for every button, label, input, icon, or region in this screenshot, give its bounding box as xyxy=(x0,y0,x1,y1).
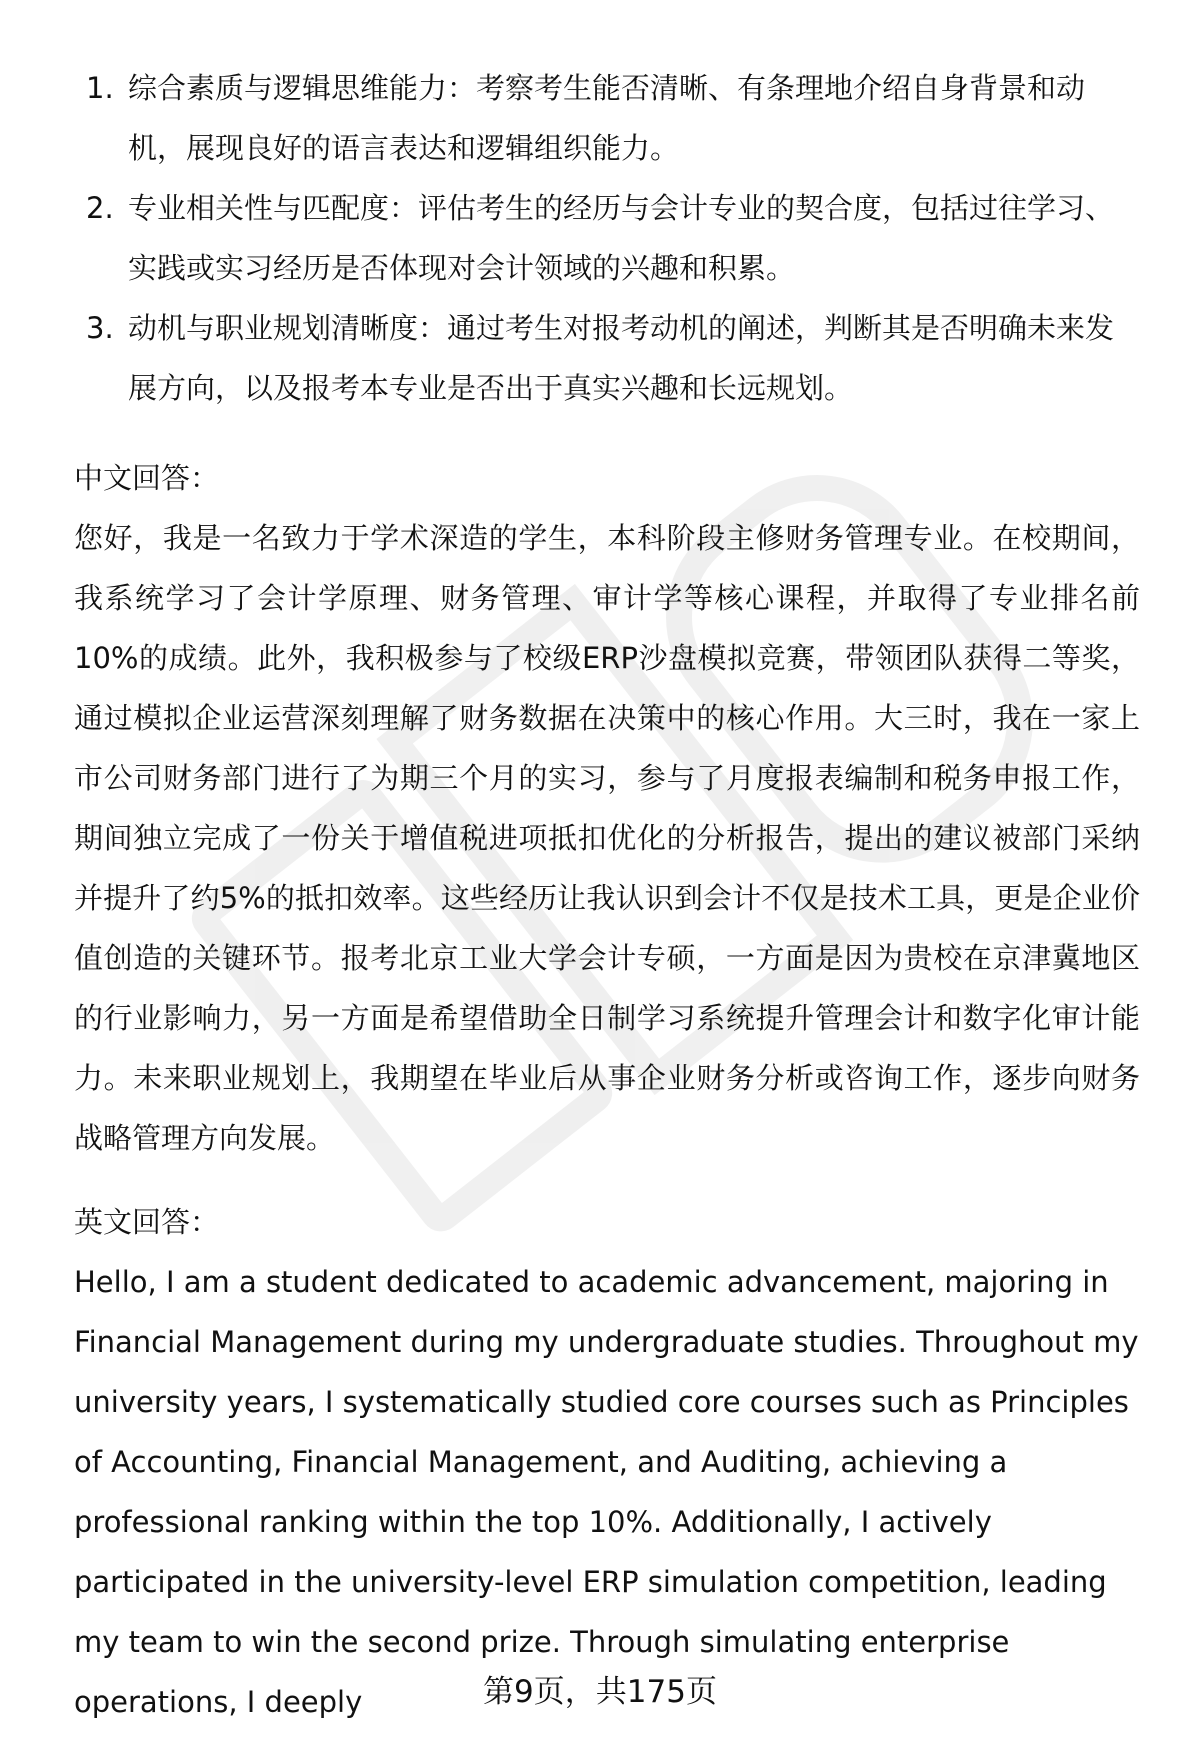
page-number-footer: 第9页，共175页 xyxy=(483,1674,717,1710)
list-item xyxy=(74,298,1134,418)
list-item xyxy=(74,178,1134,298)
list-item-number: 1. xyxy=(86,71,114,105)
list-item-number: 3. xyxy=(86,311,114,345)
list-item-number: 2. xyxy=(86,191,114,225)
evaluation-criteria-list xyxy=(74,58,1134,418)
english-answer-label: 英文回答： xyxy=(74,1205,220,1239)
english-answer-text: Hello, I am a student dedicated to academic advancement, majoring in Financial Management during my undergraduate studies. Throughout my university years, I systematically studied core courses such as Principles of Accounting, Financial Management, and Auditing, achieving a professional ranking within the top 10%. Additionally, I actively participated in the university-level ERP simulation competition, leading my team to win the second prize. Through simulating enterprise operations, I deeply xyxy=(74,1265,1139,1719)
list-item-text: 专业相关性与匹配度：评估考生的经历与会计专业的契合度，包括过往学习、实践或实习经历是否体现对会计领域的兴趣和积累。 xyxy=(128,191,1115,285)
chinese-answer-text: 您好，我是一名致力于学术深造的学生，本科阶段主修财务管理专业。在校期间，我系统学习了会计学原理、财务管理、审计学等核心课程，并取得了专业排名前10%的成绩。此外，我积极参与了校级ERP沙盘模拟竞赛，带领团队获得二等奖，通过模拟企业运营深刻理解了财务数据在决策中的核心作用。大三时，我在一家上市公司财务部门进行了为期三个月的实习，参与了月度报表编制和税务申报工作，期间独立完成了一份关于增值税进项抵扣优化的分析报告，提出的建议被部门采纳并提升了约5%的抵扣效率。这些经历让我认识到会计不仅是技术工具，更是企业价值创造的关键环节。报考北京工业大学会计专硕，一方面是因为贵校在京津冀地区的行业影响力，另一方面是希望借助全日制学习系统提升管理会计和数字化审计能力。未来职业规划上，我期望在毕业后从事企业财务分析或咨询工作，逐步向财务战略管理方向发展。 xyxy=(74,521,1140,1155)
chinese-answer-label: 中文回答： xyxy=(74,461,220,495)
list-item xyxy=(74,58,1134,178)
list-item-text: 综合素质与逻辑思维能力：考察考生能否清晰、有条理地介绍自身背景和动机，展现良好的语言表达和逻辑组织能力。 xyxy=(128,71,1086,165)
list-item-text: 动机与职业规划清晰度：通过考生对报考动机的阐述，判断其是否明确未来发展方向，以及报考本专业是否出于真实兴趣和长远规划。 xyxy=(128,311,1115,405)
